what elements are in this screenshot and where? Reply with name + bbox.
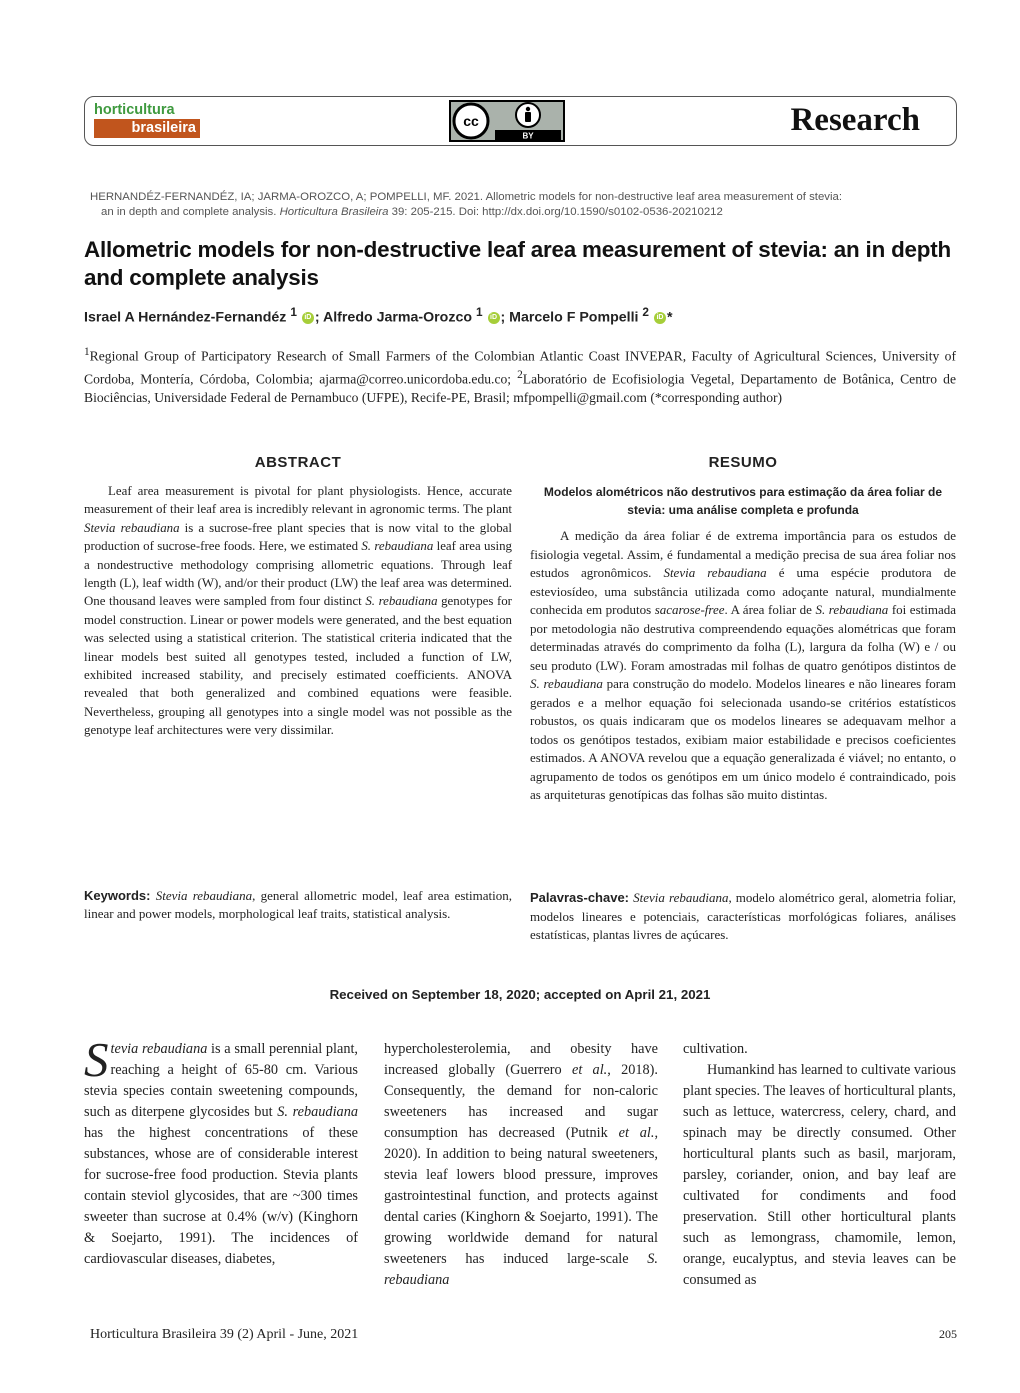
keywords: Keywords: Stevia rebaudiana, general allometric model, leaf area estimation, linear and power models, morphological leaf traits, statistical analysis.: [84, 888, 512, 921]
orcid-icon[interactable]: iD: [302, 312, 314, 324]
footer-journal: Horticultura Brasileira 39 (2) April - June, 2021: [90, 1327, 359, 1342]
logo-text-top: horticultura: [94, 102, 175, 118]
section-label: Research: [790, 102, 920, 138]
drop-cap: S: [84, 1032, 109, 1087]
body-column-3: cultivation. Humankind has learned to cultivate various plant species. The leaves of horticultural plants, such as lettuce, watercress, celery, chard, and spinach may be directly consumed. Other horticultural plants such as basil, marjoram, parsley, coriander, onion, and bay leaf are cultivated for condiments and food preservation. Still other horticultural plants such as lemongrass, chamomile, lemon, orange, eucalyptus, and stevia leaves can be consumed as: [683, 1041, 956, 1288]
article-title: Allometric models for non-destructive leaf area measurement of stevia: an in depth and complete analysis: [84, 237, 952, 290]
resumo-heading: RESUMO: [708, 454, 778, 471]
abstract-heading: ABSTRACT: [254, 454, 342, 471]
resumo-title: Modelos alométricos não destrutivos para estimação da área foliar de stevia: uma análise completa e profunda: [543, 485, 943, 517]
affiliations: $^1$Regional Group of Participatory Research of Small Farmers of the Colombian Atlantic Coast INVEPAR, Faculty of Agricultural Sciences, University of Cordoba, Montería, Córdoba, Colombia; ajarma@correo.unicordoba.edu.co; $^2$Laboratório de Ecofisiologia Vegetal, Departamento de Botânica, Centro de Biociências, Universidade Federal de Pernambuco (UFPE), Recife-PE, Brasil; mfpompelli@gmail.com (*corresponding author): [84, 346, 956, 406]
citation: [90, 190, 957, 220]
authors: Israel A Hernández-Fernandéz $^1$ iD ; Alfredo Jarma-Orozco $^1$ iD ; Marcelo F Pompelli $^2$ iD *: [84, 305, 673, 326]
palavras-chave: Palavras-chave: Stevia rebaudiana, modelo alométrico geral, alometria foliar, modelos lineares e potenciais, características morfológicas foliares, análises estatísticas, plantas livres de açúcares.: [530, 890, 956, 942]
citation-line-2: an in depth and complete analysis.: [101, 206, 280, 218]
page-number: 205: [939, 1327, 957, 1341]
abstract-text: Leaf area measurement is pivotal for plant physiologists. Hence, accurate measurement of their leaf area is incredibly relevant in agronomic terms. The plant Stevia rebaudiana is a sucrose-free plant species that is now vital to the global production of sucrose-free foods. Here, we estimated S. rebaudiana leaf area using a nondestructive methodology comprising allometric equations. Through leaf length (L), leaf width (W), and/or their product (LW) the leaf area was determined. One thousand leaves were sampled from four distinct S. rebaudiana genotypes for model construction. Linear or power models were generated, and the best equation was selected using a statistical criterion. The statistical criteria indicated that the linear models best suited all genotypes tested, included a function of LW, exhibited increased stability, and precisely estimated coefficients. ANOVA revealed that both generalized and combined equations were feasible. Nevertheless, grouping all genotypes into a single model was not possible as the genotype leaf architectures were very dissimilar.: [84, 484, 512, 738]
cc-by-license-icon: [449, 100, 565, 142]
received-date: Received on September 18, 2020; accepted on April 21, 2021: [329, 987, 711, 1002]
resumo-text: A medição da área foliar é de extrema importância para os estudos de fisiologia vegetal. Assim, é fundamental a medição precisa de sua área foliar nos estudos agronômicos. Stevia rebaudiana é uma espécie produtora de esteviosídeo, uma substância utilizada como adoçante natural, mundialmente conhecida em produtos sacarose-free. A área foliar de S. rebaudiana foi estimada por metodologia não destrutiva compreendendo equações alométricas que foram determinadas através do comprimento da folha (L), largura da folha (W) e / ou seu produto (LW). Foram amostradas mil folhas de quatro genótipos distintos de S. rebaudiana para construção do modelo. Modelos lineares e não lineares foram gerados e a melhor equação foi selecionada usando-se critérios estatísticos robustos, os quais indicaram que os modelos lineares se adequavam melhor a todos os genótipos testados, exibiam maior estabilidade e precisos coeficientes estimados. A ANOVA revelou que a equação generalizada é viável; no entanto, o agrupamento de todos os genótipos em um único modelo é contraindicado, pois as arquiteturas genotípicas das folhas são muito distintas.: [530, 528, 957, 802]
body-column-2: hypercholesterolemia, and obesity have increased globally (Guerrero et al., 2018). Consequently, the demand for non-caloric sweeteners has increased and sugar consumption has decreased (Putnik et al., 2020). In addition to being natural sweeteners, stevia leaf lowers blood pressure, improves gastrointestinal function, and protects against dental caries (Kinghorn & Soejarto, 1991). The growing worldwide demand for natural sweeteners has induced large-scale S. rebaudiana: [384, 1041, 659, 1288]
logo-text-bottom: brasileira: [94, 119, 200, 138]
cc-by-label: BY: [522, 131, 534, 141]
svg-text:cc: cc: [463, 113, 479, 129]
author-2: ; Alfredo Jarma-Orozco: [314, 309, 476, 326]
citation-line-1: HERNANDÉZ-FERNANDÉZ, IA; JARMA-OROZCO, A; POMPELLI, MF. 2021. Allometric models for non-destructive leaf area measurement of stevia:: [90, 191, 843, 203]
author-3: ; Marcelo F Pompelli: [500, 309, 643, 326]
body-column-1: Stevia rebaudiana is a small perennial plant, reaching a height of 65-80 cm. Various stevia species contain sweetening compounds, such as diterpene glycosides but S. rebaudiana has the highest concentrations of these substances, whose are of considerable interest for sucrose-free food production. Stevia plants contain steviol glycosides, that are ~300 times sweeter than sucrose at 0.4% (w/v) (Kinghorn & Soejarto, 1991). The incidences of cardiovascular diseases, diabetes,: [84, 1032, 359, 1267]
citation-journal: Horticultura Brasileira: [279, 206, 389, 218]
orcid-icon[interactable]: iD: [488, 312, 500, 324]
author-1: Israel A Hernández-Fernandéz: [84, 309, 291, 326]
citation-doi[interactable]: 39: 205-215. Doi: http://dx.doi.org/10.1590/s0102-0536-20210212: [388, 206, 723, 218]
orcid-icon[interactable]: iD: [654, 312, 666, 324]
journal-logo: [94, 102, 200, 138]
